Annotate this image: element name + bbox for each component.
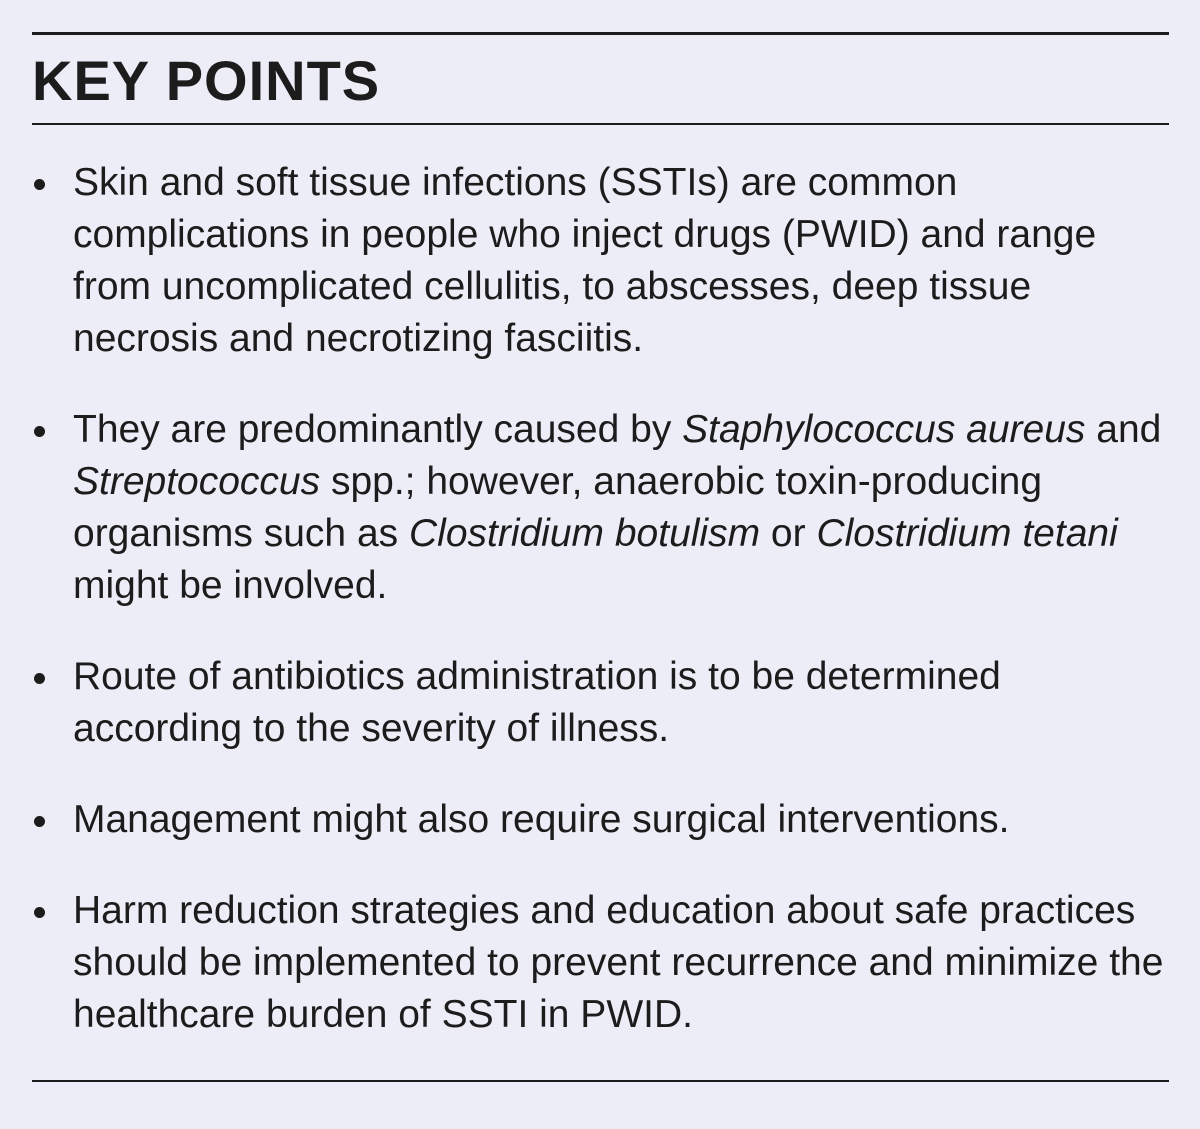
- organism-clostridium-botulism: Clostridium botulism: [408, 512, 761, 555]
- title-rule: [32, 123, 1169, 125]
- organism-clostridium-tetani: Clostridium tetani: [816, 512, 1118, 555]
- key-point-3: [32, 651, 1169, 755]
- bullet-icon: [34, 816, 45, 827]
- key-point-3-text: Route of antibiotics administration is to be determined according to the severity of illness.: [73, 655, 1001, 750]
- key-point-2-text-e: might be involved.: [73, 564, 388, 607]
- bullet-icon: [34, 426, 45, 437]
- key-point-4-text: Management might also require surgical interventions.: [73, 798, 1010, 841]
- key-point-2: [32, 404, 1169, 612]
- key-point-4: [32, 794, 1169, 846]
- key-point-5: [32, 885, 1169, 1041]
- key-point-5-text: Harm reduction strategies and education about safe practices should be implemented to prevent recurrence and minimize the healthcare burden of SSTI in PWID.: [73, 889, 1164, 1036]
- bullet-icon: [34, 179, 45, 190]
- key-point-2-text-d: or: [760, 512, 817, 555]
- bullet-icon: [34, 673, 45, 684]
- key-points-box: [32, 32, 1169, 1082]
- organism-streptococcus: Streptococcus: [73, 460, 321, 503]
- key-point-2-text-a: They are predominantly caused by: [73, 408, 683, 451]
- key-point-2-text-c: spp.; however, anaerobic toxin-producing organisms such as: [73, 460, 1043, 555]
- key-point-2-text-b: and: [1085, 408, 1162, 451]
- bottom-rule: [32, 1080, 1169, 1082]
- organism-staphylococcus-aureus: Staphylococcus aureus: [682, 408, 1086, 451]
- key-points-list: [32, 157, 1169, 1041]
- top-rule: [32, 32, 1169, 35]
- key-point-1: [32, 157, 1169, 365]
- box-title: KEY POINTS: [32, 49, 381, 112]
- key-point-1-text: Skin and soft tissue infections (SSTIs) are common complications in people who inject drugs (PWID) and range from uncomplicated cellulitis, to abscesses, deep tissue necrosis and necrotizing fasciitis.: [73, 161, 1097, 360]
- bullet-icon: [34, 907, 45, 918]
